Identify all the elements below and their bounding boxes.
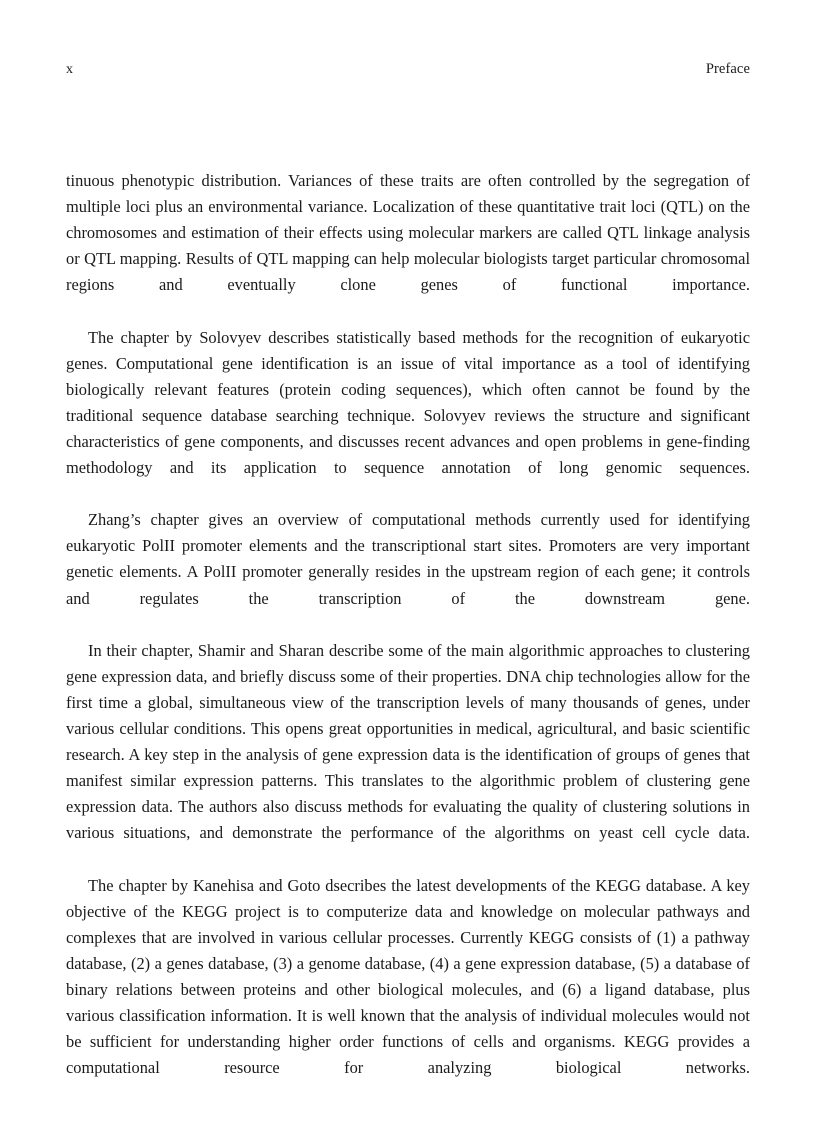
paragraph-1: tinuous phenotypic distribution. Variances of these traits are often controlled by the segregation of multiple loci plus an environmental variance. Localization of these quantitative trait loci (QTL) on the chromosomes and estimation of their effects using molecular markers are called QTL linkage analysis or QTL mapping. Results of QTL mapping can help molecular biologists target particular chromosomal regions and eventually clone genes of functional importance.: [66, 171, 750, 295]
body-text-block: [66, 168, 750, 1107]
page-number: x: [66, 62, 74, 77]
running-head-title: Preface: [705, 61, 750, 77]
paragraph-2: The chapter by Solovyev describes statistically based methods for the recognition of eukaryotic genes. Computational gene identification is an issue of vital importance as a tool of identifying biologically relevant features (protein coding sequences), which often cannot be found by the traditional sequence database searching technique. Solovyev reviews the structure and significant characteristics of gene components, and discusses recent advances and open problems in gene-finding methodology and its application to sequence annotation of long genomic sequences.: [66, 327, 750, 478]
paragraph-3: Zhang’s chapter gives an overview of computational methods currently used for identifying eukaryotic PolII promoter elements and the transcriptional start sites. Promoters are very important genetic elements. A PolII promoter generally resides in the upstream region of each gene; it controls and regulates the transcription of the downstream gene.: [66, 510, 750, 608]
running-head: [66, 58, 750, 80]
paragraph-4: In their chapter, Shamir and Sharan describe some of the main algorithmic approaches to clustering gene expression data, and briefly discuss some of their properties. DNA chip technologies allow for the first time a global, simultaneous view of the transcription levels of many thousands of genes, under various cellular conditions. This opens great opportunities in medical, agricultural, and basic scientific research. A key step in the analysis of gene expression data is the identification of groups of genes that manifest similar expression patterns. This translates to the algorithmic problem of clustering gene expression data. The authors also discuss methods for evaluating the quality of clustering solutions in various situations, and demonstrate the performance of the algorithms on yeast cell cycle data.: [66, 640, 750, 843]
paragraph-5: The chapter by Kanehisa and Goto dsecribes the latest developments of the KEGG database. A key objective of the KEGG project is to computerize data and knowledge on molecular pathways and complexes that are involved in various cellular processes. Currently KEGG consists of (1) a pathway database, (2) a genes database, (3) a genome database, (4) a gene expression database, (5) a database of binary relations between proteins and other biological molecules, and (6) a ligand database, plus various classification information. It is well known that the analysis of individual molecules would not be sufficient for understanding higher order functions of cells and organisms. KEGG provides a computational resource for analyzing biological networks.: [66, 875, 750, 1078]
